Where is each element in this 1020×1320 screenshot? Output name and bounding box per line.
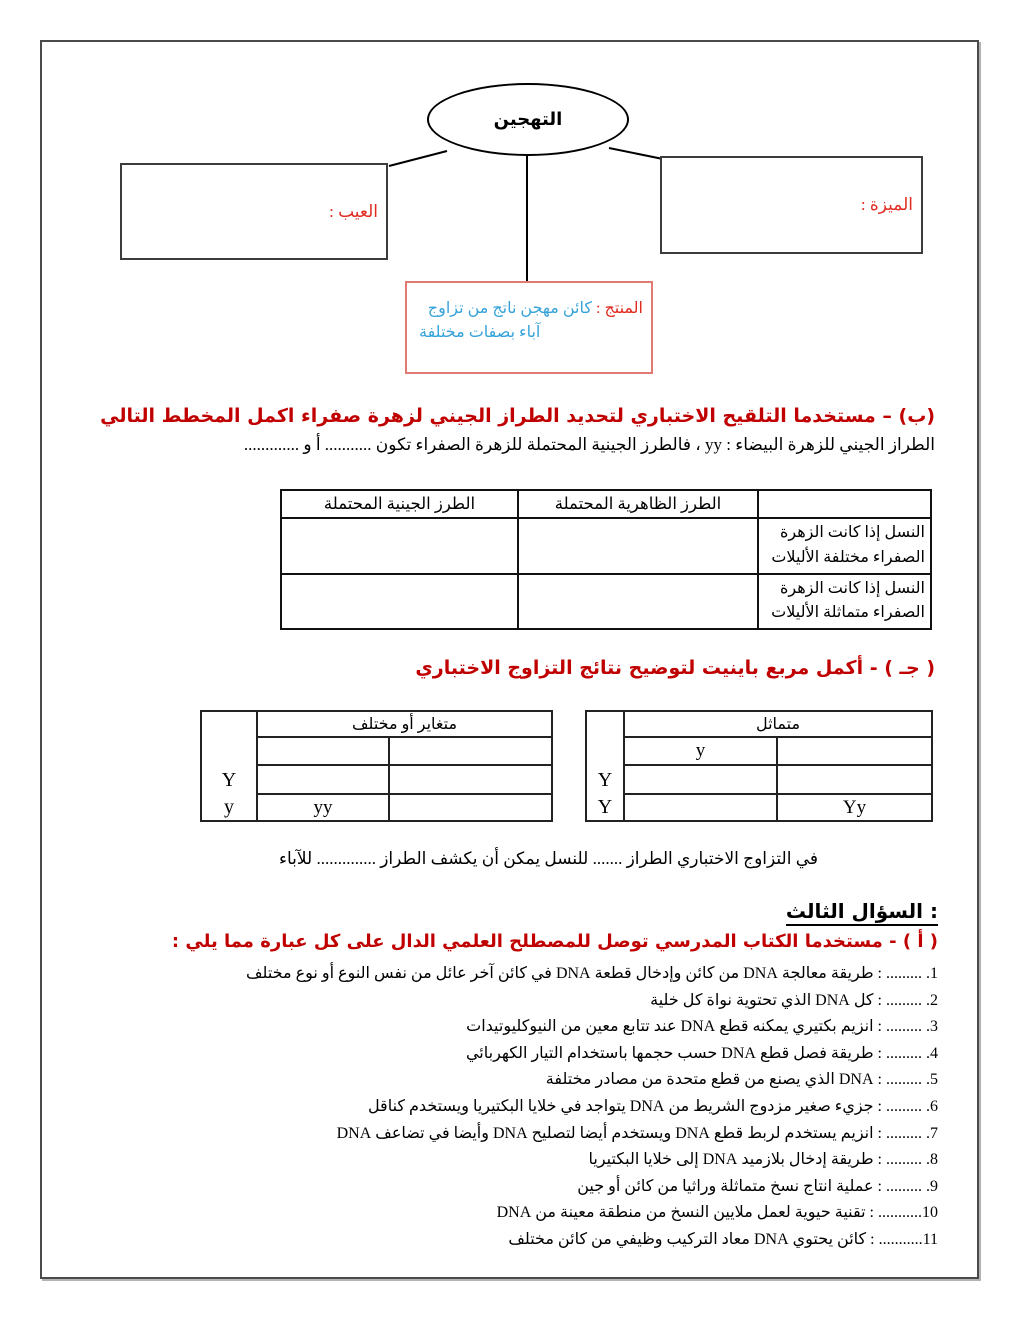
punnett-row-label xyxy=(587,738,625,766)
term-item-11: 11........... : كائن يحتوي DNA معاد التركيب وظيفي من كائن مختلف xyxy=(508,1230,938,1248)
term-item-6: 6. ......... : جزيء صغير مزدوج الشريط من DNA يتواجد في خلايا البكتيريا ويستخدم كناقل xyxy=(367,1097,938,1115)
punnett-row-label: Y xyxy=(587,795,625,820)
row-label-heterozygous: النسل إذا كانت الزهرة الصفراء مختلفة الأليلات xyxy=(758,518,931,574)
advantage-label: الميزة : xyxy=(860,195,913,214)
question-3-part-a-heading: ( أ ) - مستخدما الكتاب المدرسي توصل للمصطلح العلمي الدال على كل عبارة مما يلي : xyxy=(171,931,938,952)
product-label: المنتج : xyxy=(592,300,643,317)
hybridization-ellipse xyxy=(427,83,629,156)
genotype-answer-cell xyxy=(281,518,518,574)
table-header-row xyxy=(281,490,931,518)
punnett-square-homozygous xyxy=(585,710,933,822)
term-item-3: 3. ......... : انزيم بكتيري يمكنه قطع DNA عند تتابع معين من النيوكليوتيدات xyxy=(466,1018,938,1036)
term-item-10: 10........... : تقنية حيوية لعمل ملايين النسخ من منطقة معينة من DNA xyxy=(496,1204,938,1222)
product-definition-line1 xyxy=(413,297,643,321)
punnett-gamete-cell xyxy=(258,738,390,766)
term-definition-list xyxy=(55,961,938,1254)
punnett-corner-cell xyxy=(202,712,258,738)
punnett-square-heterozygous xyxy=(200,710,553,822)
punnett-gamete-cell xyxy=(778,738,931,766)
genotype-table xyxy=(280,489,932,630)
punnett-title-homozygous: متماثل xyxy=(625,712,931,738)
section-c-heading: ( جـ ) - أكمل مربع باينيت لتوضيح نتائج التزاوج الاختباري xyxy=(415,657,935,679)
product-definition-line2: آباء بصفات مختلفة xyxy=(419,324,541,341)
table-row xyxy=(281,518,931,574)
punnett-cell xyxy=(390,766,551,795)
punnett-gamete-cell xyxy=(390,738,551,766)
term-item-5: 5. ......... : DNA الذي يصنع من قطع متحدة من مصادر مختلفة xyxy=(545,1071,938,1089)
punnett-cell xyxy=(778,766,931,795)
punnett-title-heterozygous: متغاير أو مختلف xyxy=(258,712,551,738)
genotype-answer-cell xyxy=(281,574,518,630)
col-header-genotypes: الطرز الجينية المحتملة xyxy=(281,490,518,518)
term-item-9: 9. ......... : عملية انتاج نسخ متماثلة وراثيا من كائن أو جين xyxy=(577,1177,938,1195)
disadvantage-label: العيب : xyxy=(329,201,378,221)
question-3-title: السؤال الثالث : xyxy=(786,899,938,926)
punnett-row-label: y xyxy=(202,795,258,820)
question-3-title-wrap xyxy=(786,899,938,923)
punnett-gamete-cell: y xyxy=(625,738,778,766)
punnett-cell xyxy=(390,795,551,820)
col-header-phenotypes: الطرز الظاهرية المحتملة xyxy=(518,490,758,518)
advantage-box xyxy=(660,156,923,254)
term-item-1: 1. ......... : طريقة معالجة DNA من كائن وإدخال قطعة DNA في كائن آخر عائل من نفس النوع أو نوع مختلف xyxy=(245,965,938,982)
section-b-heading: (ب) – مستخدما التلقيح الاختباري لتحديد الطراز الجيني لزهرة صفراء اكمل المخطط التالي xyxy=(100,405,935,427)
testcross-conclusion: في التزاوج الاختباري الطراز ....... للنسل يمكن أن يكشف الطراز .............. للآباء xyxy=(278,849,818,868)
row-label-homozygous: النسل إذا كانت الزهرة الصفراء متماثلة الأليلات xyxy=(758,574,931,630)
product-text: كائن مهجن ناتج من تزاوج xyxy=(427,300,592,317)
phenotype-answer-cell xyxy=(518,574,758,630)
term-item-7: 7. ......... : انزيم يستخدم لربط قطع DNA ويستخدم أيضا لتصليح DNA وأيضا في تضاعف DNA xyxy=(336,1124,938,1142)
col-header-empty xyxy=(758,490,931,518)
section-b-subtext: الطراز الجيني للزهرة البيضاء : yy ، فالطرز الجينية المحتملة للزهرة الصفراء تكون ........... أ و ............. xyxy=(243,435,935,454)
punnett-cell xyxy=(625,766,778,795)
phenotype-answer-cell xyxy=(518,518,758,574)
hybridization-label: التهجين xyxy=(493,109,563,130)
punnett-cell: yy xyxy=(258,795,390,820)
punnett-cell xyxy=(258,766,390,795)
table-row xyxy=(281,574,931,630)
term-item-4: 4. ......... : طريقة فصل قطع DNA حسب حجمها باستخدام التيار الكهربائي xyxy=(465,1044,938,1062)
term-item-2: 2. ......... : كل DNA الذي تحتوية نواة كل خلية xyxy=(650,991,938,1009)
punnett-row-label: Y xyxy=(587,766,625,795)
disadvantage-box xyxy=(120,163,388,260)
product-box xyxy=(405,281,653,374)
term-item-8: 8. ......... : طريقة إدخال بلازميد DNA إلى خلايا البكتيريا xyxy=(588,1151,938,1169)
punnett-row-label: Y xyxy=(202,766,258,795)
punnett-row-label xyxy=(202,738,258,766)
punnett-cell: Yy xyxy=(842,796,867,818)
punnett-cell xyxy=(625,795,778,820)
punnett-corner-cell xyxy=(587,712,625,738)
